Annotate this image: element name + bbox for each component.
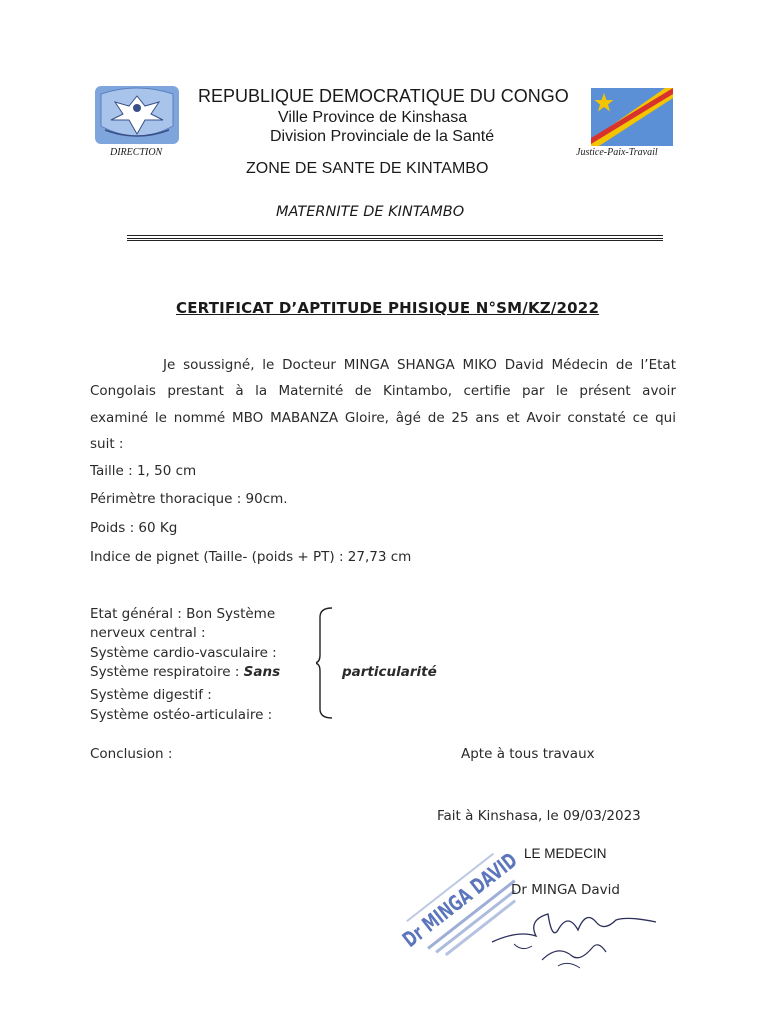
exam-line-nervous: nerveux central : (90, 625, 206, 641)
division-line: Division Provinciale de la Santé (270, 128, 495, 145)
handwritten-signature (488, 900, 658, 972)
left-emblem-logo (95, 86, 179, 144)
height-measure: Taille : 1, 50 cm (90, 463, 197, 479)
province-line: Ville Province de Kinshasa (278, 109, 468, 126)
intro-line-1: Je soussigné, le Docteur MINGA SHANGA MIKO David Médecin de l’Etat (163, 357, 676, 373)
header-double-rule (127, 235, 663, 241)
conclusion-label: Conclusion : (90, 746, 173, 762)
country-title: REPUBLIQUE DEMOCRATIQUE DU CONGO (198, 86, 569, 106)
intro-line-4: suit : (90, 436, 124, 452)
respiratory-value: Sans (243, 664, 281, 680)
exam-line-digestive: Système digestif : (90, 687, 212, 703)
exam-line-cardio: Système cardio-vasculaire : (90, 645, 277, 661)
exam-brace (316, 607, 336, 719)
zone-title: ZONE DE SANTE DE KINTAMBO (246, 160, 489, 177)
intro-line-3: examiné le nommé MBO MABANZA Gloire, âgé de 25 ans et Avoir constaté ce qui (90, 410, 676, 426)
exam-line-osteo: Système ostéo-articulaire : (90, 707, 273, 723)
pignet-index: Indice de pignet (Taille- (poids + PT) : 27,73 cm (90, 549, 412, 565)
maternity-title: MATERNITE DE KINTAMBO (276, 204, 465, 220)
certificate-title: CERTIFICAT D’APTITUDE PHISIQUE N°SM/KZ/2022 (176, 299, 600, 317)
exam-result: particularité (342, 664, 437, 680)
doctor-name: Dr MINGA David (511, 882, 620, 898)
weight-measure: Poids : 60 Kg (90, 520, 178, 536)
stamp-text: Dr MINGA DAVID (398, 825, 535, 952)
respiratory-label: Système respiratoire : (90, 664, 244, 680)
conclusion-value: Apte à tous travaux (461, 746, 595, 762)
drc-flag (591, 88, 673, 146)
doctor-role: LE MEDECIN (524, 846, 607, 861)
intro-line-2: Congolais prestant à la Maternité de Kintambo, certifie par le présent avoir (90, 383, 676, 399)
flag-motto: Justice-Paix-Travail (576, 147, 658, 158)
chest-measure: Périmètre thoracique : 90cm. (90, 491, 288, 507)
left-logo-caption: DIRECTION (110, 147, 163, 158)
exam-line-respiratory (90, 664, 280, 680)
place-date: Fait à Kinshasa, le 09/03/2023 (437, 808, 641, 824)
exam-line-general: Etat général : Bon Système (90, 606, 276, 622)
